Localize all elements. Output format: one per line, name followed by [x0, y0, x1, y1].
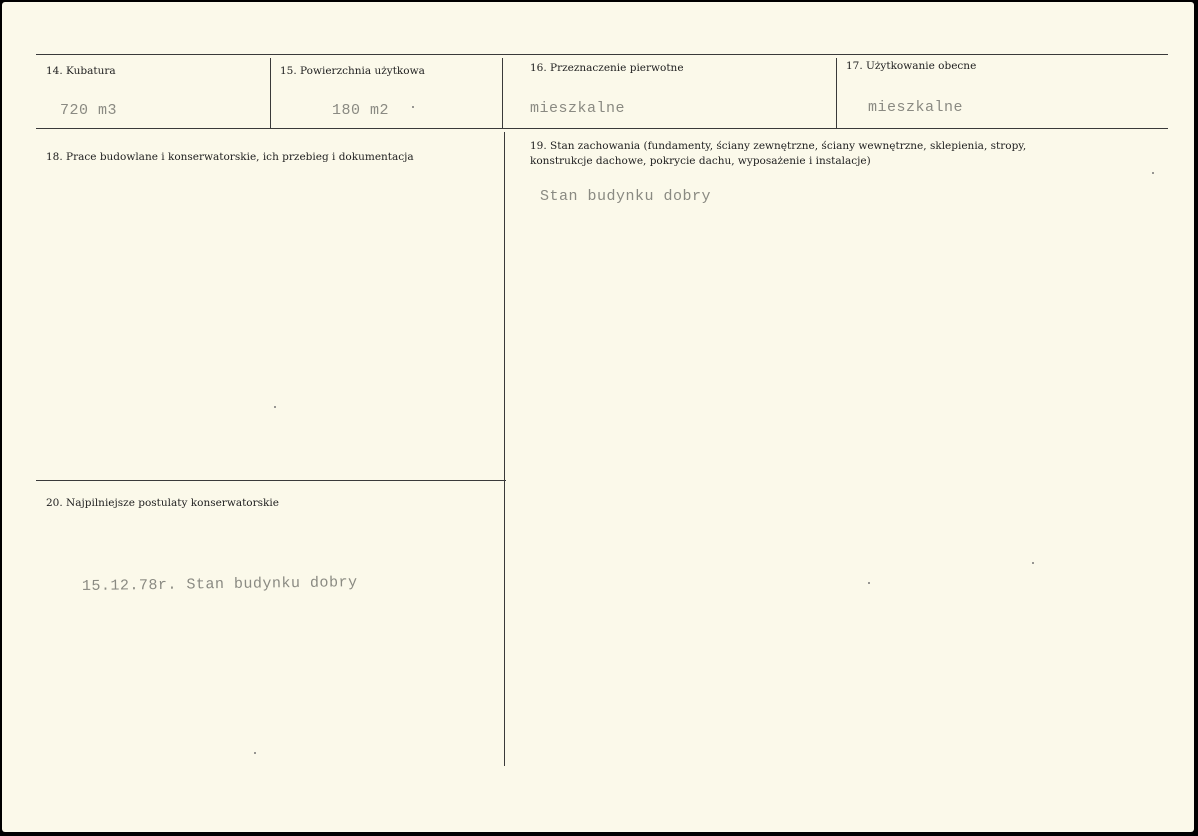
top-rule [36, 54, 1168, 55]
field-19-label-line1: 19. Stan zachowania (fundamenty, ściany zewnętrzne, ściany wewnętrzne, sklepienia, stropy, [530, 140, 1027, 152]
paper-speck [1152, 172, 1154, 174]
field-16-value: mieszkalne [530, 100, 626, 117]
divider-14-15 [270, 58, 271, 128]
paper-speck [868, 582, 870, 584]
paper-speck [254, 752, 256, 754]
divider-16-17 [836, 58, 837, 128]
divider-left-right [504, 132, 505, 766]
field-17-label: 17. Użytkowanie obecne [846, 60, 977, 72]
field-14-value: 720 m3 [60, 102, 118, 119]
section18-bottom-rule [36, 480, 506, 481]
field-19-label-line2: konstrukcje dachowe, pokrycie dachu, wyposażenie i instalacje) [530, 155, 871, 167]
paper-speck [412, 106, 414, 108]
divider-15-16 [502, 58, 503, 128]
paper-speck [1032, 562, 1034, 564]
field-19-value: Stan budynku dobry [540, 188, 712, 205]
field-17-value: mieszkalne [868, 99, 964, 116]
field-14-label: 14. Kubatura [46, 65, 116, 77]
field-15-label: 15. Powierzchnia użytkowa [280, 65, 425, 77]
field-16-label: 16. Przeznaczenie pierwotne [530, 62, 684, 74]
field-18-label: 18. Prace budowlane i konserwatorskie, ich przebieg i dokumentacja [46, 151, 414, 163]
field-15-value: 180 m2 [332, 102, 390, 119]
field-20-value: 15.12.78r. Stan budynku dobry [81, 574, 358, 595]
paper-speck [274, 406, 276, 408]
row1-bottom-rule [36, 128, 1168, 129]
record-card [2, 2, 1194, 832]
field-20-label: 20. Najpilniejsze postulaty konserwatorskie [46, 497, 279, 509]
